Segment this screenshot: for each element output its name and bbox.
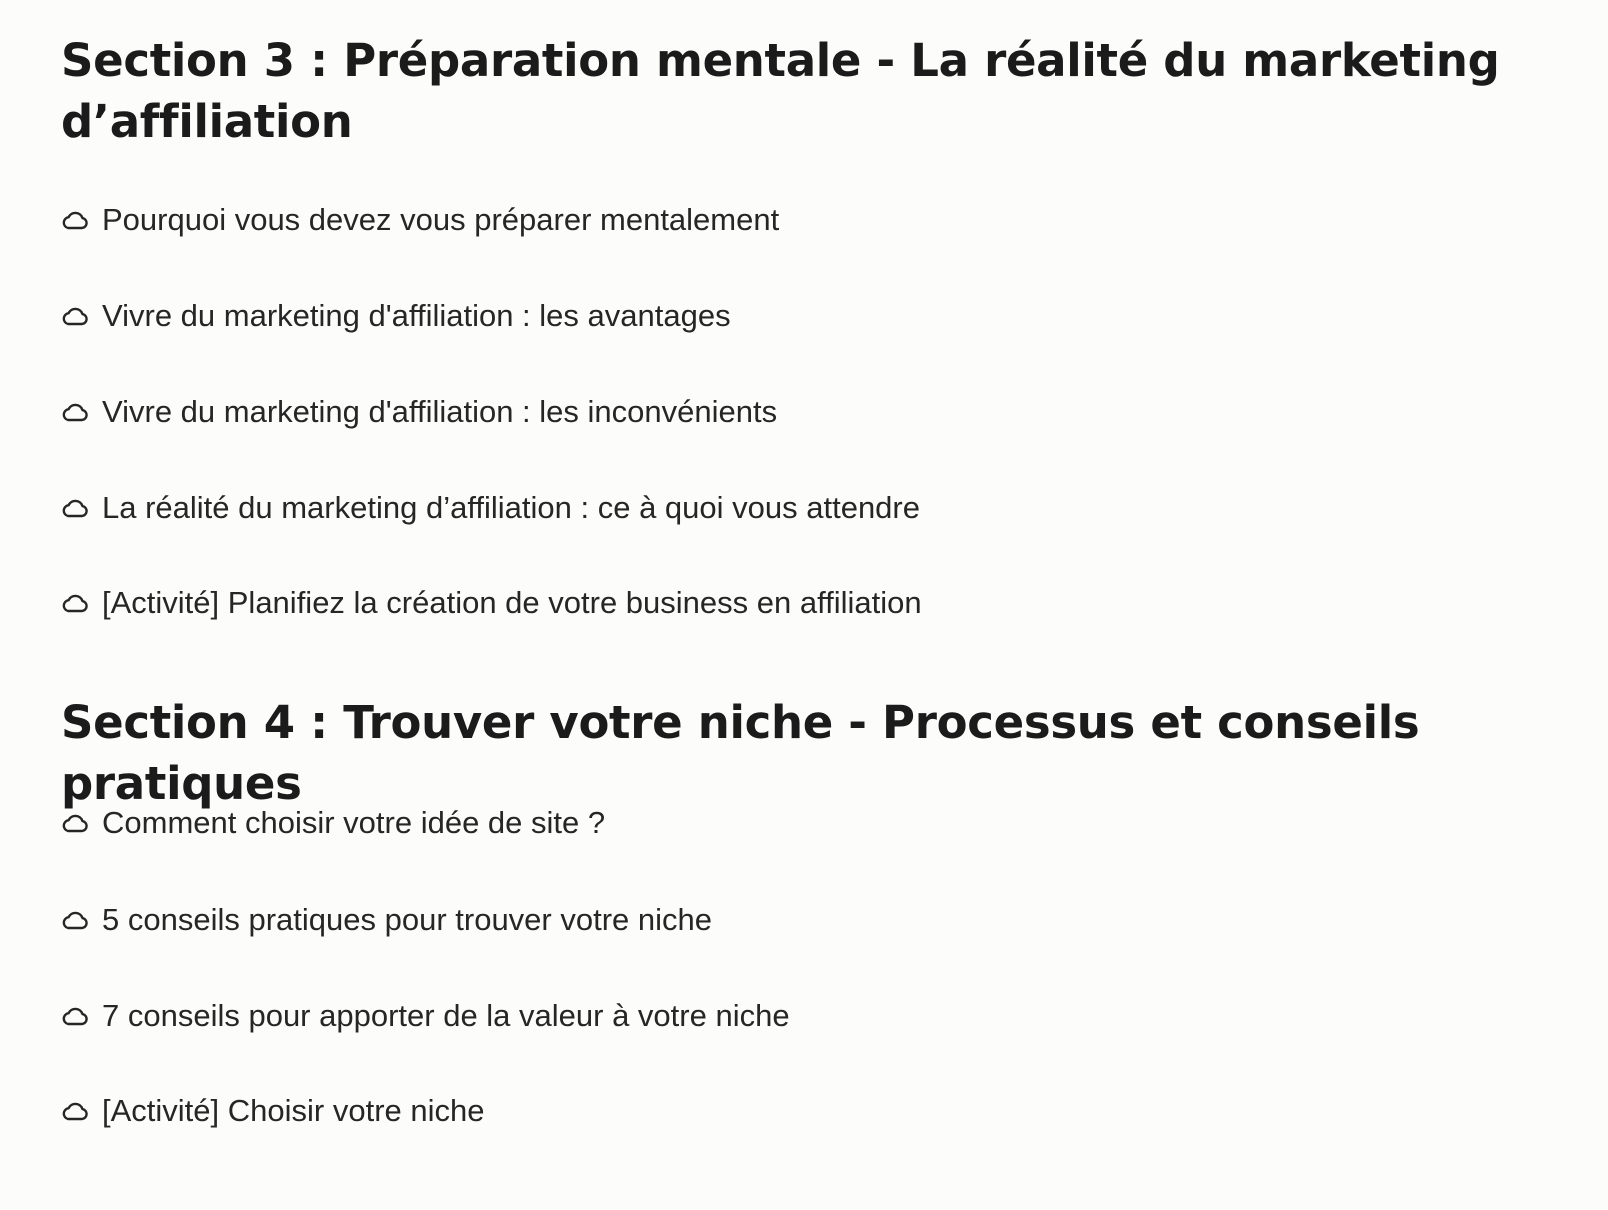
cloud-icon [61, 304, 91, 328]
lesson-label: Vivre du marketing d'affiliation : les avantages [102, 298, 731, 333]
lesson-item-s3-4[interactable] [61, 488, 920, 528]
cloud-icon [61, 811, 91, 835]
lesson-item-s4-3[interactable] [61, 996, 790, 1036]
lesson-label: Vivre du marketing d'affiliation : les inconvénients [102, 394, 778, 429]
lesson-label: [Activité] Choisir votre niche [102, 1093, 485, 1128]
cloud-icon [61, 591, 91, 615]
section-4-title: Section 4 : Trouver votre niche - Processus et conseils pratiques [61, 696, 1420, 810]
lesson-label: Comment choisir votre idée de site ? [102, 805, 606, 840]
lesson-item-s4-2[interactable] [61, 900, 712, 940]
cloud-icon [61, 400, 91, 424]
lesson-label: 5 conseils pratiques pour trouver votre niche [102, 902, 712, 937]
lesson-item-s4-4[interactable] [61, 1091, 484, 1131]
section-3-title: Section 3 : Préparation mentale - La réalité du marketing d’affiliation [61, 34, 1500, 148]
cloud-icon [61, 496, 91, 520]
lesson-label: 7 conseils pour apporter de la valeur à votre niche [102, 998, 790, 1033]
lesson-label: La réalité du marketing d’affiliation : ce à quoi vous attendre [102, 490, 920, 525]
cloud-icon [61, 1004, 91, 1028]
cloud-icon [61, 208, 91, 232]
lesson-item-s3-2[interactable] [61, 296, 731, 336]
lesson-label: Pourquoi vous devez vous préparer mentalement [102, 202, 780, 237]
lesson-label: [Activité] Planifiez la création de votre business en affiliation [102, 585, 922, 620]
cloud-icon [61, 908, 91, 932]
lesson-item-s3-5[interactable] [61, 583, 922, 623]
lesson-item-s3-3[interactable] [61, 392, 777, 432]
cloud-icon [61, 1099, 91, 1123]
lesson-item-s4-1[interactable] [61, 803, 605, 843]
lesson-item-s3-1[interactable] [61, 200, 779, 240]
